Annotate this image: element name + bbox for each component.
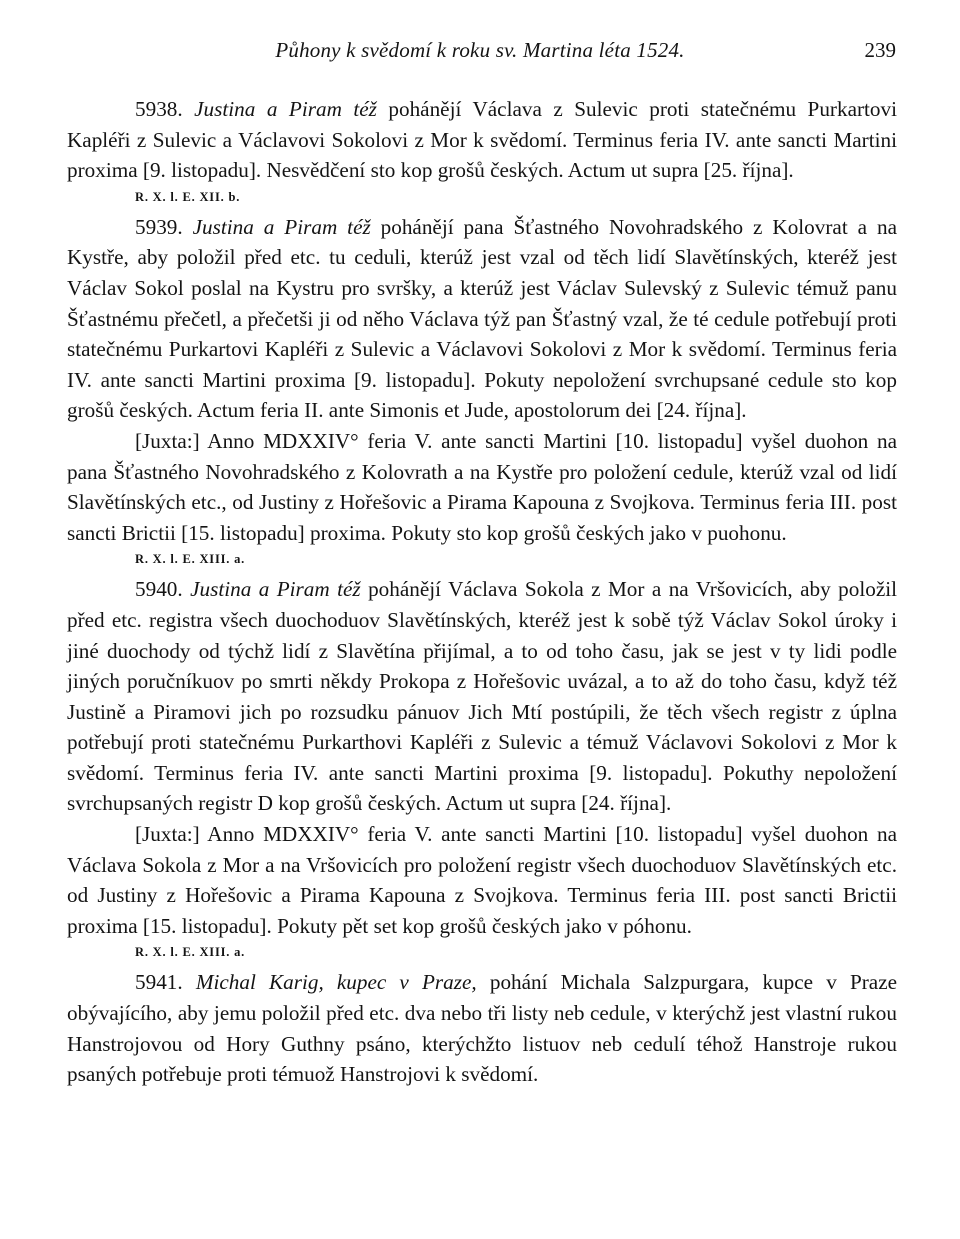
entry-text: pohání Michala Salzpurgara, kupce v Praze obývajícího, aby jemu položil před etc. dva nebo tři listy neb cedule, v kterýchž jest vlastní rukou Hanstrojovou od Hory Guthny psáno, kterýchžto listuov neb cedulí téhož Hanstroje rukou psaných potřebuje proti témuož Hanstrojovi k svědomí. [67, 970, 898, 1087]
body-text [67, 94, 897, 1090]
entry-continuation: [Juxta:] Anno MDXXIV° feria V. ante sancti Martini [10. listopadu] vyšel duohon na Václava Sokola z Mor a na Vršovicích pro položení registr všech duochoduov Slavětínských etc. od Justiny z Hořešovic a Pirama Kapouna z Svojkova. Terminus feria III. post sancti Brictii proxima [15. listopadu]. Pokuty pět set kop grošů českých jako v póhonu. [67, 822, 897, 938]
entry-parties: Justina a Piram též [190, 577, 361, 602]
entry-5941 [67, 967, 897, 1089]
running-title: Půhony k svědomí k roku sv. Martina léta 1524. [275, 38, 685, 62]
entry-text: pohánějí Václava Sokola z Mor a na Vršovicích, aby položil před etc. registra všech duochoduov Slavětínských, kteréž jest k sobě týž Václav Sokol úroky i jiné duochody od týchž lidí z Slavětína přijímal, a to od toho času, jak se jest v ty lidi podle jiných poručníkuov po smrti někdy Prokopa z Hořešovic uvázal, a to až do toho času, když též Justině a Piramovi jich po rozsudku pánuov Jich Mtí postúpili, že těch všech registr z úplna potřebují proti statečnému Purkarthovi Kapléři z Sulevic a témuž Václavovi Sokolovi z Mor k svědomí. Terminus feria IV. ante sancti Martini proxima [9. listopadu]. Pokuthy nepoložení svrchupsaných registr D kop grošů českých. Actum ut supra [24. října]. [67, 577, 897, 816]
entry-parties: Justina a Piram též [194, 97, 377, 121]
entry-5939 [67, 212, 897, 426]
archival-signature: R. X. l. E. XIII. a. [135, 552, 246, 567]
entry-text: pohánějí pana Šťastného Novohradského z Kolovrat a na Kystře, aby položil před etc. tu ceduli, kterúž jest vzal od těch lidí Slavětínských, kteréž jest Václav Sokol poslal na Kystru pro svršky, a kterúž jest Václav Sulevský z Sulevic témuž panu Šťastnému přečetl, a přečetši ji od něho Václava týž pan Šťastný vzal, že té cedule potřebují proti statečnému Purkartovi Kapléři z Sulevic a Václavovi Sokolovi z Mor k svědomí. Terminus feria IV. ante sancti Martini proxima [9. listopadu]. Pokuty nepoložení svrchupsané cedule sto kop grošů českých. Actum feria II. ante Simonis et Jude, apostolorum dei [24. října]. [67, 214, 897, 423]
entry-number: 5938. [135, 97, 183, 121]
entry-number: 5940. [135, 577, 183, 602]
page-number: 239 [864, 38, 896, 62]
page-header [0, 38, 960, 66]
entry-number: 5941. [135, 970, 183, 995]
entry-text: pohánějí Václava z Sulevic proti statečnému Purkartovi Kapléři z Sulevic a Václavovi Sokolovi z Mor k svědomí. Terminus feria IV. ante sancti Martini proxima [9. listopadu]. Nesvědčení sto kop grošů českých. Actum ut supra [25. října]. [67, 97, 897, 183]
entry-parties: Michal Karig, kupec v Praze, [195, 970, 477, 995]
entry-5938 [67, 94, 897, 186]
entry-continuation: [Juxta:] Anno MDXXIV° feria V. ante sancti Martini [10. listopadu] vyšel duohon na pana Šťastného Novohradského z Kolovrath a na Kystře pro položení cedule, kterúž vzal od lidí Slavětínských etc., od Justiny z Hořešovic a Pirama Kapouna z Svojkova. Terminus feria III. post sancti Brictii [15. listopadu] proxima. Pokuty sto kop grošů českých jako v puohonu. [67, 428, 897, 545]
archival-signature: R. X. l. E. XIII. a. [135, 945, 246, 960]
entry-parties: Justina a Piram též [192, 214, 371, 239]
entry-number: 5939. [135, 214, 183, 239]
archival-signature: R. X. l. E. XII. b. [135, 189, 241, 204]
entry-5940 [67, 574, 897, 819]
